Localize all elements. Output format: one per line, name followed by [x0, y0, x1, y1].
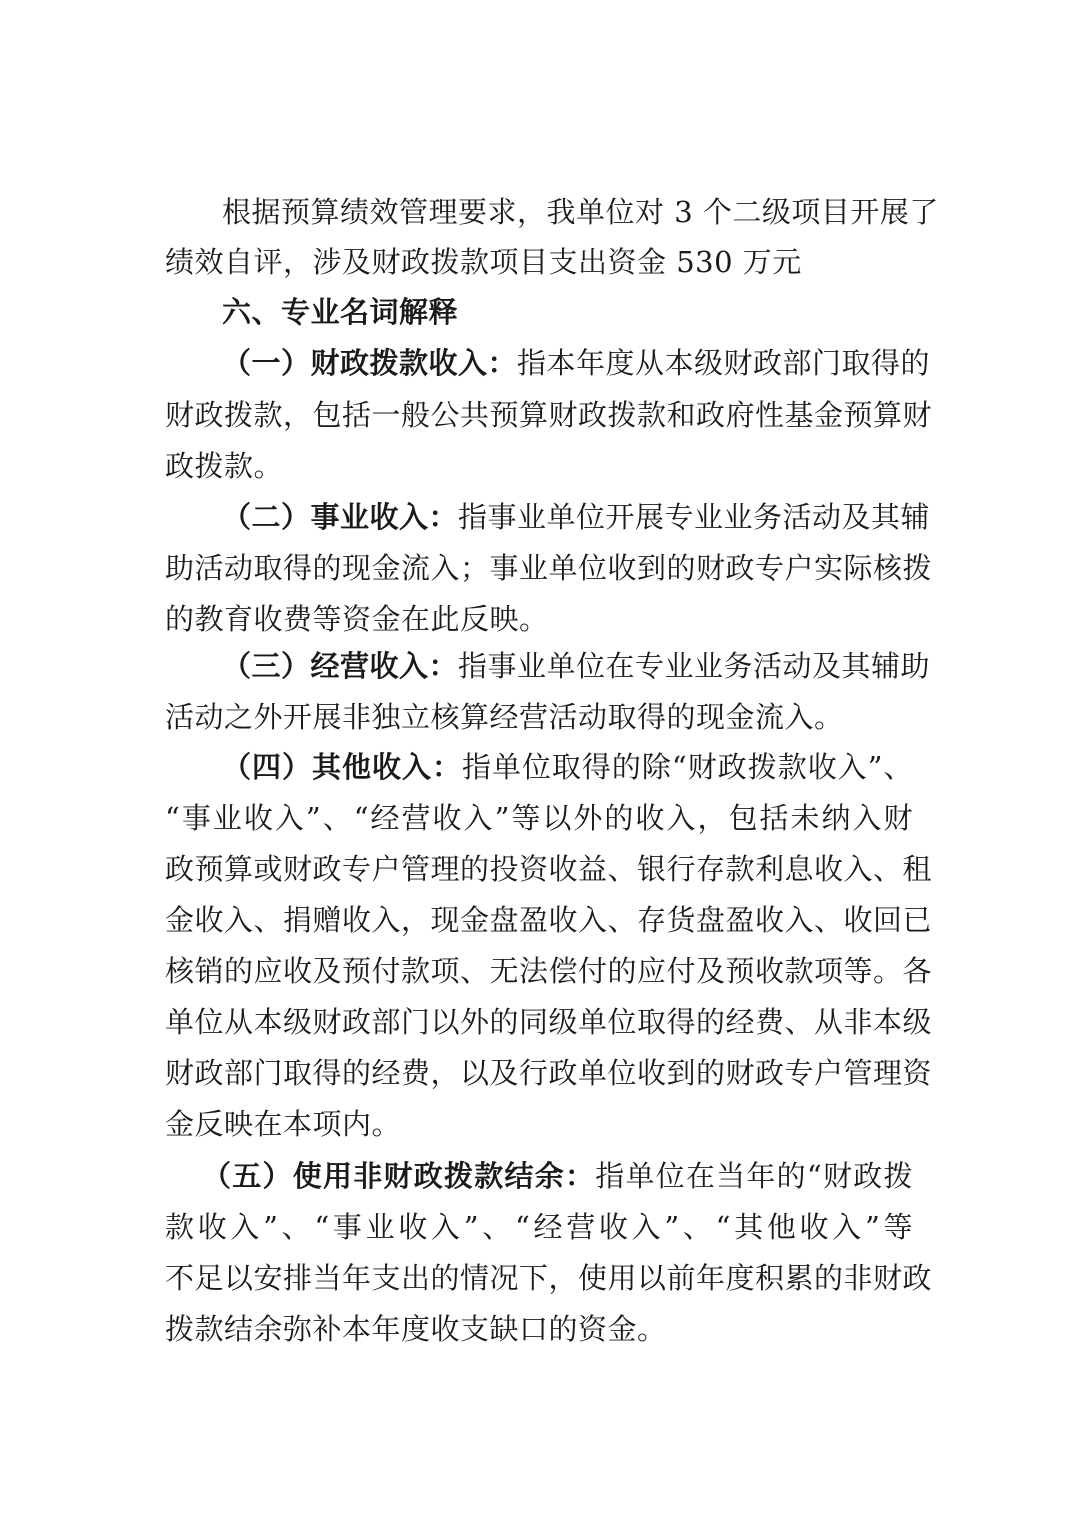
definition-2-text: 指事业单位开展专业业务活动及其辅	[458, 500, 931, 534]
definition-2-line-3: 的教育收费等资金在此反映。	[165, 602, 549, 636]
definition-4-line-4: 金收入、捐赠收入，现金盘盈收入、存货盘盈收入、收回已	[165, 903, 933, 937]
definition-2-line-2: 助活动取得的现金流入；事业单位收到的财政专户实际核拨	[165, 551, 933, 585]
definition-4-first-line	[222, 741, 913, 793]
definition-4-line-6: 单位从本级财政部门以外的同级单位取得的经费、从非本级	[165, 1005, 933, 1039]
definition-1-term: （一）财政拨款收入：	[222, 346, 518, 380]
definition-2-term: （二）事业收入：	[222, 500, 459, 534]
definition-5-line-4: 拨款结余弥补本年度收支缺口的资金。	[165, 1312, 667, 1346]
definition-1-text: 指本年度从本级财政部门取得的	[517, 346, 931, 380]
definition-5-line-2: 款收入”、“事业收入”、“经营收入”、“其他收入”等	[165, 1210, 913, 1244]
definition-4-term: （四）其他收入：	[222, 750, 462, 784]
definition-5-line-3: 不足以安排当年支出的情况下，使用以前年度积累的非财政	[165, 1261, 933, 1295]
definition-3-text: 指事业单位在专业业务活动及其辅助	[458, 649, 931, 683]
definition-1-first-line	[222, 337, 931, 389]
section-heading: 六、专业名词解释	[222, 295, 459, 329]
definition-4-line-5: 核销的应收及预付款项、无法偿付的应付及预收款项等。各	[165, 954, 933, 988]
definition-4-line-3: 政预算或财政专户管理的投资收益、银行存款利息收入、租	[165, 852, 933, 886]
intro-line-2: 绩效自评，涉及财政拨款项目支出资金 530 万元	[165, 245, 802, 279]
definition-1-line-2: 财政拨款，包括一般公共预算财政拨款和政府性基金预算财	[165, 398, 933, 432]
definition-5-first-line	[202, 1150, 913, 1202]
definition-4-text: 指单位取得的除“财政拨款收入”、	[461, 750, 913, 784]
definition-4-line-8: 金反映在本项内。	[165, 1107, 402, 1141]
intro-line-1: 根据预算绩效管理要求，我单位对 3 个二级项目开展了	[222, 195, 939, 229]
definition-1-line-3: 政拨款。	[165, 449, 284, 483]
definition-3-term: （三）经营收入：	[222, 649, 459, 683]
definition-2-first-line	[222, 491, 931, 543]
definition-3-line-2: 活动之外开展非独立核算经营活动取得的现金流入。	[165, 700, 844, 734]
definition-5-text: 指单位在当年的“财政拨	[595, 1159, 913, 1193]
definition-5-term: （五）使用非财政拨款结余：	[202, 1159, 596, 1193]
definition-4-line-7: 财政部门取得的经费，以及行政单位收到的财政专户管理资	[165, 1056, 933, 1090]
definition-4-line-2: “事业收入”、“经营收入”等以外的收入，包括未纳入财	[165, 801, 913, 835]
definition-3-first-line	[222, 640, 931, 692]
